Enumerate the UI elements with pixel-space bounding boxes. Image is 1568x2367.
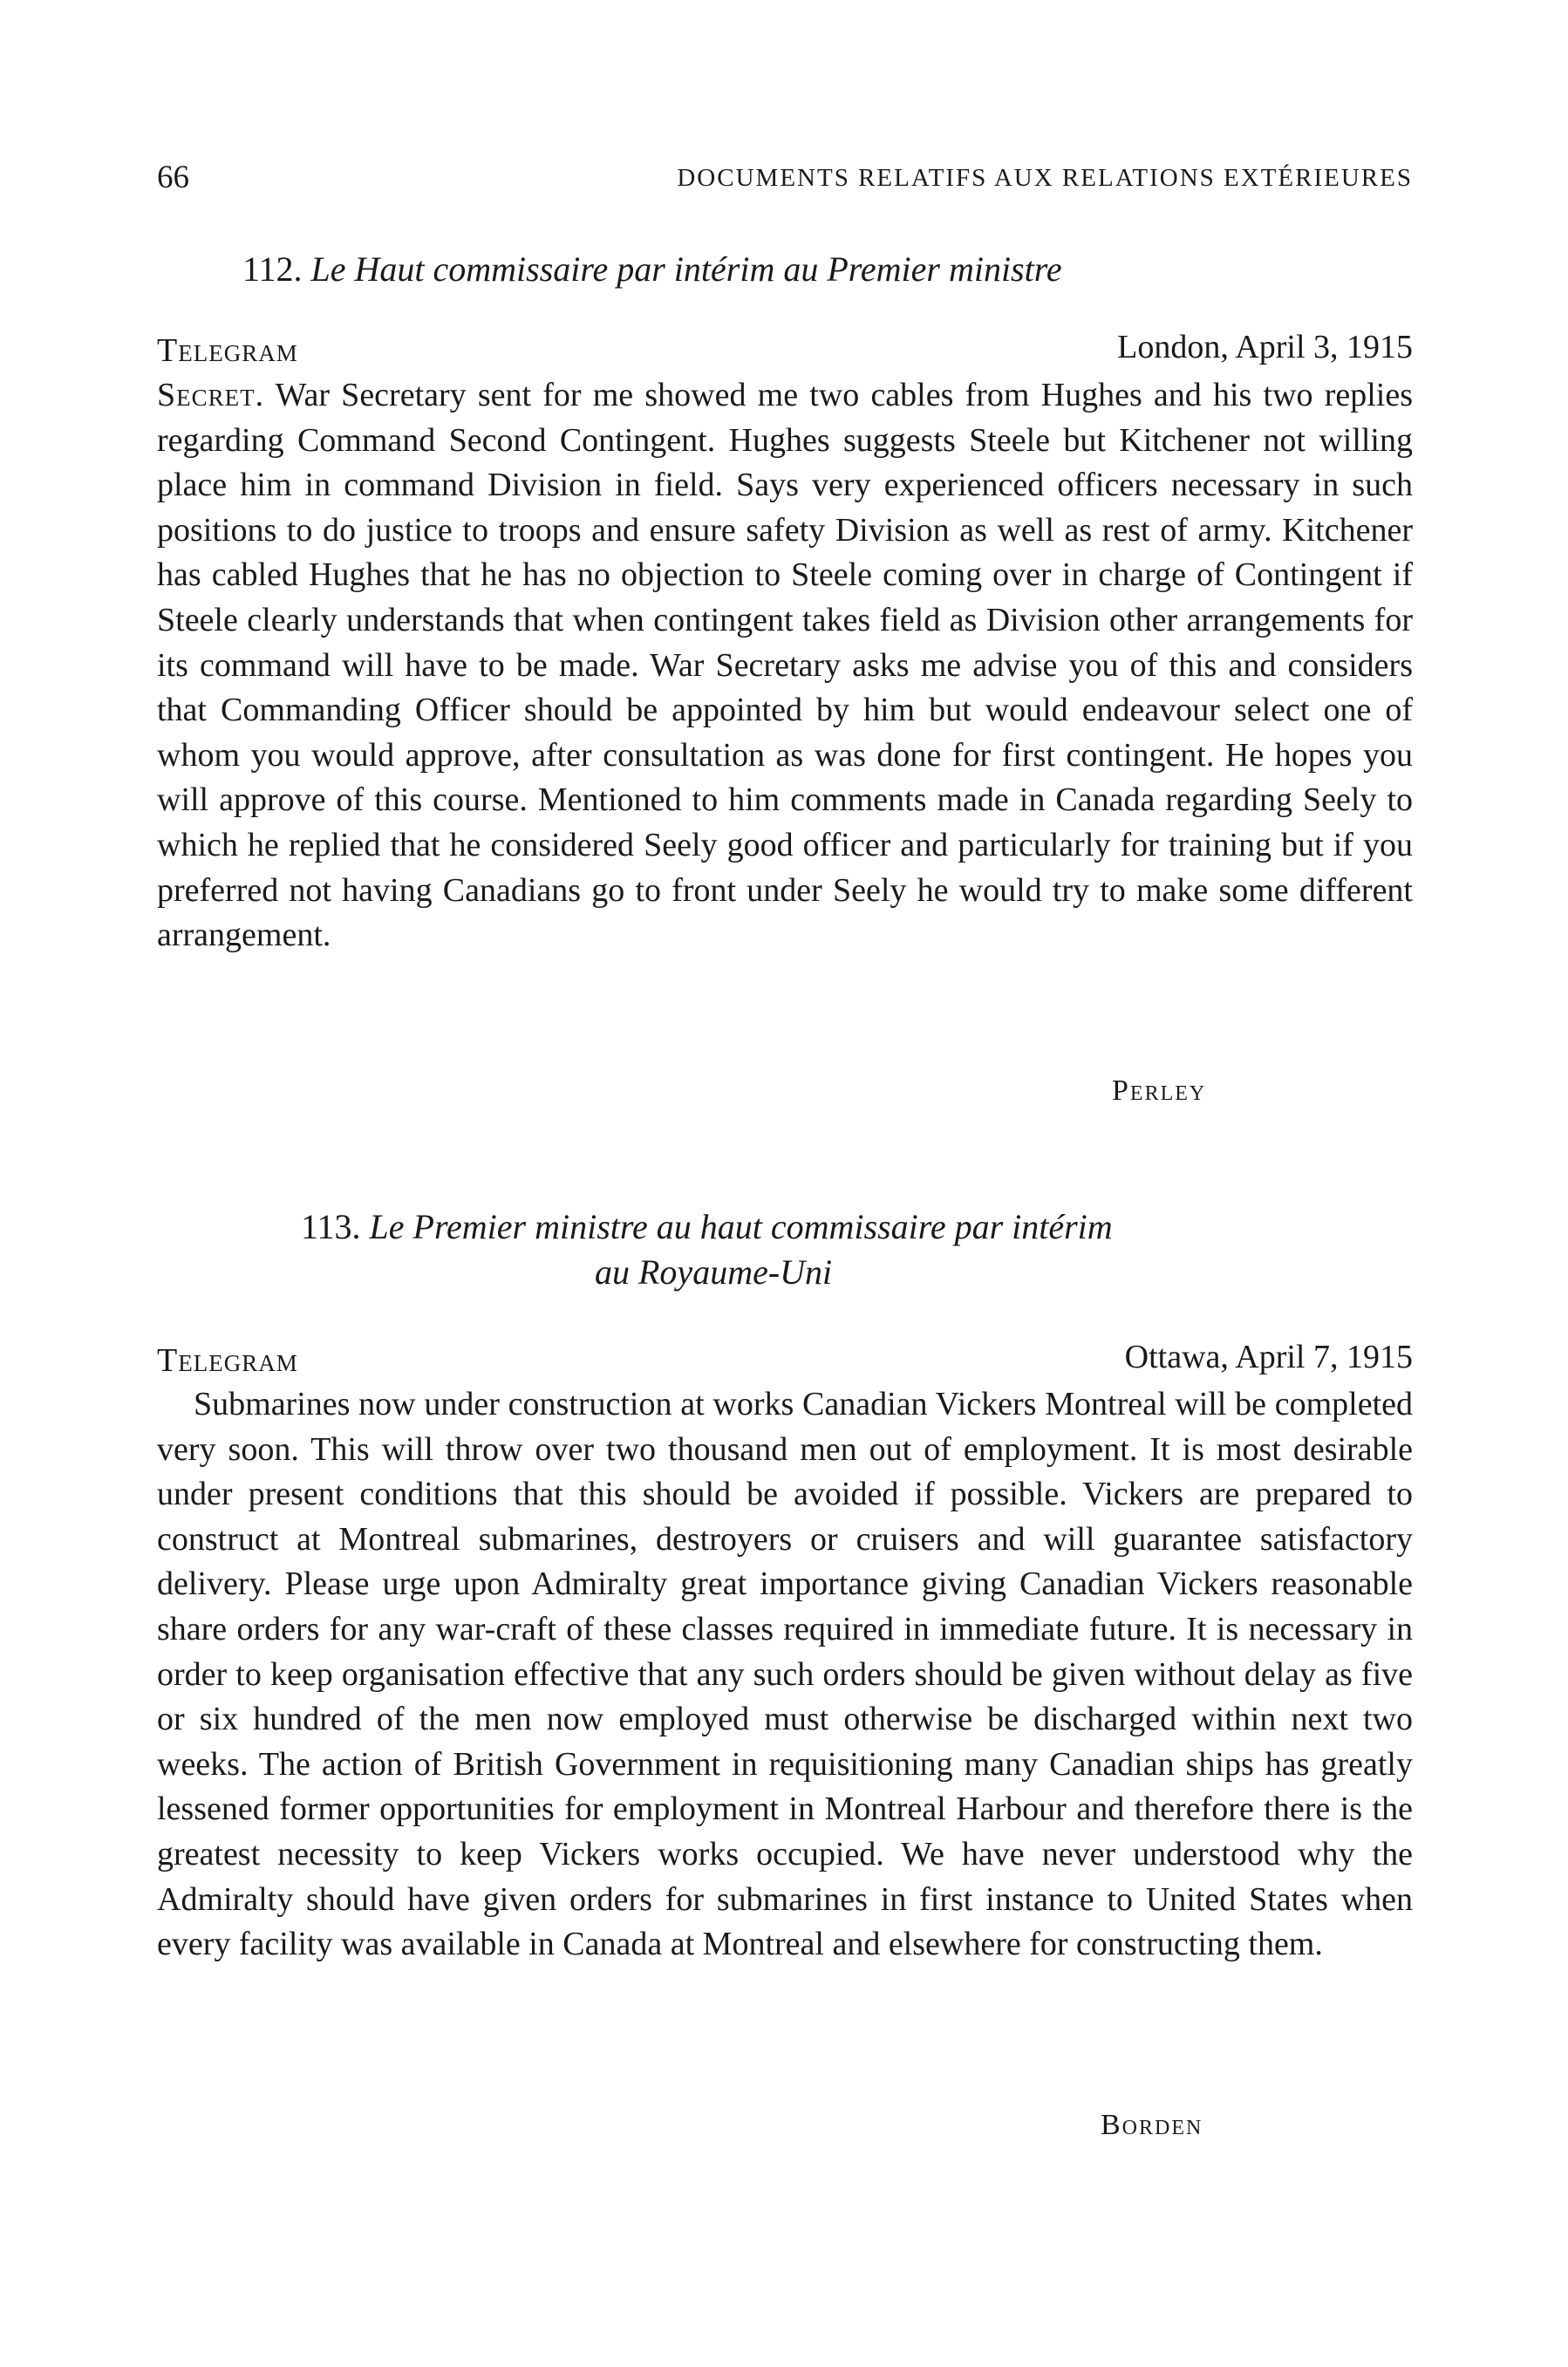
doc-113-title-line1: Le Premier ministre au haut commissaire par intérim [369,1207,1113,1246]
running-head [157,159,1413,202]
doc-112-body [157,373,1413,958]
doc-113-title-line2: au Royaume-Uni [595,1252,833,1292]
doc-113-place-date: Ottawa, April 7, 1915 [1124,1339,1413,1375]
doc-113-type: Telegram [157,1342,298,1379]
running-title: DOCUMENTS RELATIFS AUX RELATIONS EXTÉRIEURES [677,164,1413,192]
doc-112-place-date: London, April 3, 1915 [1117,329,1413,365]
doc-113-body: Submarines now under construction at works Canadian Vickers Montreal will be completed very soon. This will throw over two thousand men out of employment. It is most desirable under present conditions that this should be avoided if possible. Vickers are prepared to construct at Montreal submarines, destroyers or cruisers and will guarantee satisfactory delivery. Please urge upon Admiralty great importance giving Canadian Vickers reasonable share orders for any war-craft of these classes required in immediate future. It is necessary in order to keep organisation effective that any such orders should be given without delay as five or six hundred of the men now employed must otherwise be discharged within next two weeks. The action of British Government in requisitioning many Canadian ships has greatly lessened former opportunities for employment in Montreal Harbour and therefore there is the greatest necessity to keep Vickers works occupied. We have never understood why the Admiralty should have given orders for submarines in first instance to United States when every facility was available in Canada at Montreal and elsewhere for constructing them. [157,1386,1413,1963]
doc-112-type: Telegram [157,332,298,369]
doc-113-heading [301,1204,1113,1251]
page-number: 66 [157,160,189,195]
doc-112-classification: Secret. [157,377,265,413]
doc-112-body-text: War Secretary sent for me showed me two cables from Hughes and his two replies regarding Command Second Contingent. Hughes suggests Steele but Kitchener not willing place him in command Division in field. Says very experienced officers necessary in such positions to do justice to troops and ensure safety Division as well as rest of army. Kitchener has cabled Hughes that he has no objection to Steele coming over in charge of Contingent if Steele clearly understands that when contingent takes field as Division other arrangements for its command will have to be made. War Secretary asks me advise you of this and considers that Commanding Officer should be appointed by him but would endeavour select one of whom you would approve, after consultation as was done for first contingent. He hopes you will approve of this course. Mentioned to him comments made in Canada regarding Seely to which he replied that he considered Seely good officer and particularly for training but if you preferred not having Canadians go to front under Seely he would try to make some different arrangement. [157,377,1413,954]
doc-113-number: 113. [301,1207,361,1246]
doc-112-number: 112. [242,249,303,289]
doc-112-title: Le Haut commissaire par intérim au Premier ministre [310,249,1062,289]
doc-113-signature: Borden [1101,2109,1203,2141]
doc-112-signature: Perley [1112,1074,1207,1107]
doc-112-heading [242,246,1062,293]
doc-113-meta [157,1333,1413,1380]
doc-112-meta [157,323,1413,370]
